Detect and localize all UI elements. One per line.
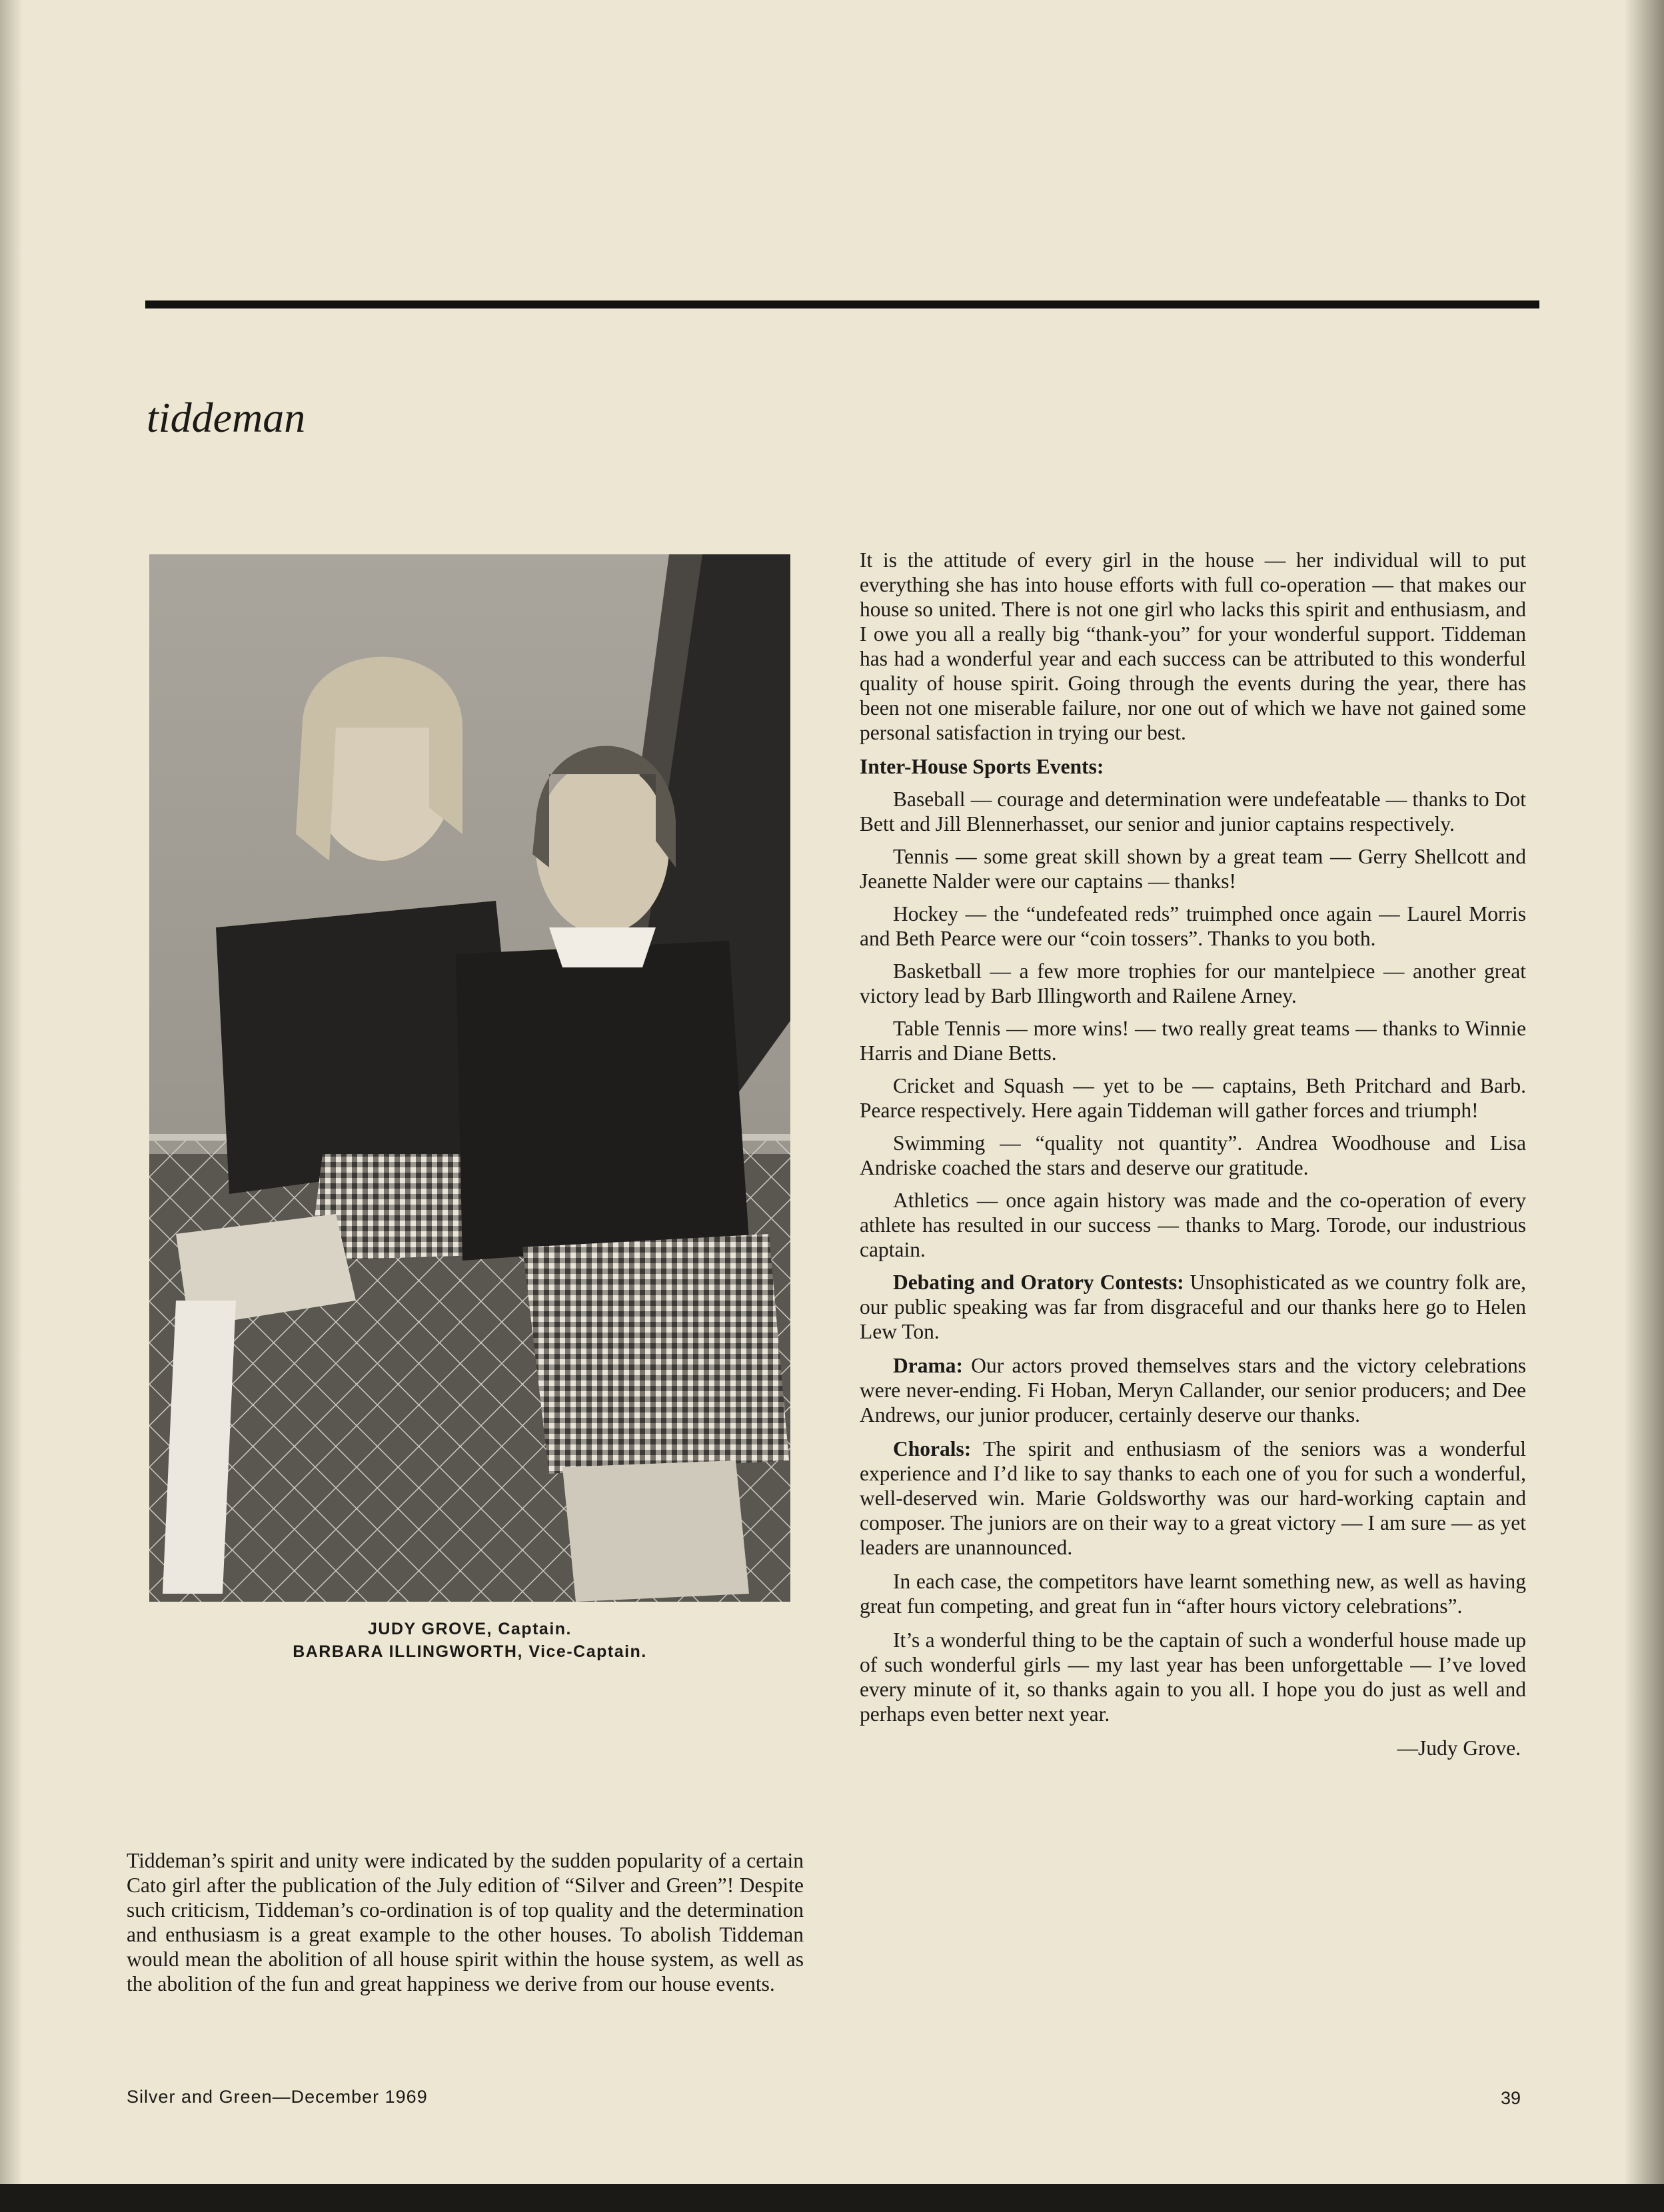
- debating-label: Debating and Oratory Contests:: [893, 1271, 1184, 1294]
- page-edge-shadow-right: [1624, 0, 1664, 2212]
- debating-text: Unsophisticated as we country folk are, our public speaking was far from disgraceful and our thanks here go to Helen Lew Ton.: [860, 1271, 1526, 1343]
- header-rule: [145, 300, 1539, 308]
- sport-hockey: Hockey — the “undefeated reds” truimphed once again — Laurel Morris and Beth Pearce were our “coin tossers”. Thanks to you both.: [860, 902, 1526, 950]
- sport-swimming: Swimming — “quality not quantity”. Andrea Woodhouse and Lisa Andriske coached the stars and deserve our gratitude.: [860, 1131, 1526, 1179]
- sport-baseball: Baseball — courage and determination were undefeatable — thanks to Dot Bett and Jill Blennerhasset, our senior and junior captains respectively.: [860, 788, 1526, 835]
- section-title: tiddeman: [147, 394, 306, 441]
- signature: —Judy Grove.: [1397, 1736, 1521, 1760]
- sport-cricket-squash: Cricket and Squash — yet to be — captains, Beth Pritchard and Barb. Pearce respectively. Here again Tiddeman will gather forces and triumph!: [860, 1074, 1526, 1122]
- caption-captain: JUDY GROVE, Captain.: [368, 1620, 572, 1638]
- chorals-paragraph: [860, 1436, 1526, 1560]
- intro-paragraph: Tiddeman’s spirit and unity were indicated by the sudden popularity of a certain Cato girl after the publication of the July edition of “Silver and Green”! Despite such criticism, Tiddeman’s co-ordination is of top quality and the determination and enthusiasm is a great example to the other houses. To abolish Tiddeman would mean the abolition of all house spirit within the house system, as well as the abolition of the fun and great happiness we derive from our house events.: [127, 1849, 804, 1995]
- caption-vice-captain: BARBARA ILLINGWORTH, Vice-Captain.: [293, 1642, 647, 1661]
- article-intro: It is the attitude of every girl in the house — her individual will to put everything she has into house efforts with full co-operation — that makes our house so united. There is not one girl who lacks this spirit and enthusiasm, and I owe you all a really big “thank-you” for your wonderful support. Tiddeman has had a wonderful year and each success can be attributed to this wonderful quality of house spirit. Going through the events during the year, there has been not one miserable failure, nor one out of which we have not gained some personal satisfaction in trying our best.: [860, 548, 1526, 744]
- page-number: 39: [1501, 2088, 1521, 2108]
- closing-paragraph-1: In each case, the competitors have learnt something new, as well as having great fun competing, and great fun in “after hours victory celebrations”.: [860, 1570, 1526, 1618]
- sport-table-tennis: Table Tennis — more wins! — two really great teams — thanks to Winnie Harris and Diane Betts.: [860, 1017, 1526, 1065]
- chorals-text: The spirit and enthusiasm of the seniors was a wonderful experience and I’d like to say thanks to each one of you for such a wonderful, well-deserved win. Marie Goldsworthy was our hard-working captain and composer. The juniors are on their way to a great victory — I am sure — as yet leaders are unannounced.: [860, 1437, 1526, 1559]
- photo-caption: [149, 1618, 790, 1663]
- scan-bottom-edge: [0, 2184, 1664, 2212]
- sport-tennis: Tennis — some great skill shown by a great team — Gerry Shellcott and Jeanette Nalder were our captains — thanks!: [860, 845, 1526, 893]
- drama-label: Drama:: [893, 1354, 963, 1377]
- sport-athletics: Athletics — once again history was made and the co-operation of every athlete has resulted in our success — thanks to Marg. Torode, our industrious captain.: [860, 1189, 1526, 1261]
- drama-text: Our actors proved themselves stars and the victory celebrations were never-ending. Fi Hoban, Meryn Callander, our senior producers; and Dee Andrews, our junior producer, certainly deserve our thanks.: [860, 1354, 1526, 1426]
- chorals-label: Chorals:: [893, 1437, 972, 1460]
- sports-heading: Inter-House Sports Events:: [860, 755, 1104, 778]
- debating-paragraph: [860, 1270, 1526, 1344]
- sport-basketball: Basketball — a few more trophies for our mantelpiece — another great victory lead by Barb Illingworth and Railene Arney.: [860, 959, 1526, 1007]
- captains-photo: [149, 554, 790, 1602]
- closing-paragraph-2: It’s a wonderful thing to be the captain of such a wonderful house made up of such wonderful girls — my last year has been unforgettable — I’ve loved every minute of it, so thanks again to you all. I hope you do just as well and perhaps even better next year.: [860, 1628, 1526, 1726]
- article-column: [860, 548, 1526, 1770]
- page-edge-shadow: [0, 0, 23, 2212]
- drama-paragraph: [860, 1353, 1526, 1427]
- footer-publication: Silver and Green—December 1969: [127, 2087, 428, 2107]
